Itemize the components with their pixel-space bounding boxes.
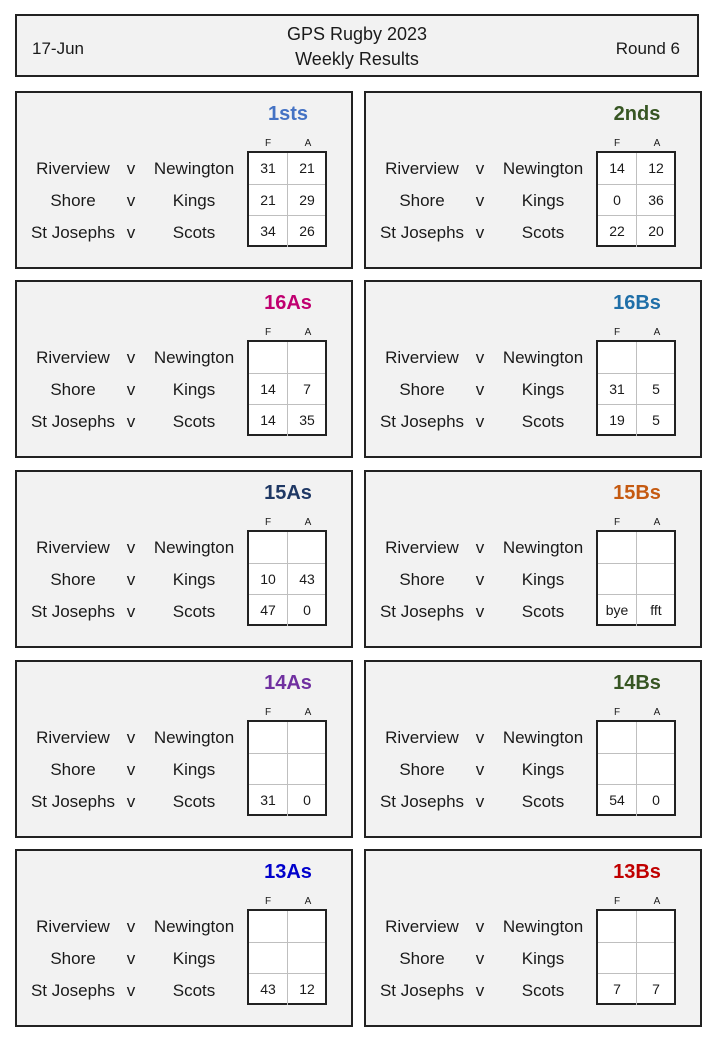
score-row bbox=[598, 594, 674, 626]
against-header: A bbox=[304, 327, 312, 338]
home-team: Shore bbox=[50, 191, 96, 210]
score-for bbox=[598, 342, 637, 373]
versus-label: v bbox=[126, 538, 136, 557]
match-row bbox=[366, 153, 596, 185]
home-team: Shore bbox=[399, 380, 445, 399]
versus-label: v bbox=[475, 380, 485, 399]
score-for bbox=[249, 342, 288, 373]
score-against: 43 bbox=[299, 571, 315, 587]
score-row bbox=[249, 532, 325, 564]
score-for: 54 bbox=[598, 785, 637, 816]
home-team: Riverview bbox=[385, 348, 459, 367]
away-team: Scots bbox=[172, 412, 216, 431]
for-header: F bbox=[264, 327, 272, 338]
home-team: Shore bbox=[50, 570, 96, 589]
match-row bbox=[366, 596, 596, 628]
score-against: 0 bbox=[303, 602, 311, 618]
versus-label: v bbox=[475, 917, 485, 936]
match-row bbox=[366, 185, 596, 217]
home-team: Riverview bbox=[36, 917, 110, 936]
away-team: Kings bbox=[172, 949, 216, 968]
away-team: Newington bbox=[153, 348, 235, 367]
score-for: 14 bbox=[249, 405, 288, 436]
against-header: A bbox=[304, 896, 312, 907]
away-team: Kings bbox=[172, 380, 216, 399]
versus-label: v bbox=[475, 191, 485, 210]
home-team: Shore bbox=[399, 191, 445, 210]
versus-label: v bbox=[126, 570, 136, 589]
score-for: 34 bbox=[249, 216, 288, 247]
home-team: St Josephs bbox=[379, 981, 465, 1000]
versus-label: v bbox=[475, 412, 485, 431]
score-against bbox=[288, 342, 326, 373]
match-row bbox=[366, 406, 596, 438]
score-for: 43 bbox=[249, 974, 288, 1005]
against-header: A bbox=[304, 517, 312, 528]
score-grid bbox=[247, 909, 327, 1005]
for-header: F bbox=[264, 707, 272, 718]
away-team: Kings bbox=[172, 570, 216, 589]
against-header: A bbox=[653, 138, 661, 149]
grade-card-15bs bbox=[364, 470, 702, 648]
score-row bbox=[249, 973, 325, 1005]
score-row bbox=[249, 911, 325, 943]
score-grid bbox=[247, 340, 327, 436]
score-row bbox=[249, 404, 325, 436]
grade-title: 15Bs bbox=[613, 482, 661, 504]
grade-title: 1sts bbox=[267, 103, 309, 125]
score-for: 31 bbox=[249, 785, 288, 816]
score-for bbox=[249, 532, 288, 563]
versus-label: v bbox=[126, 191, 136, 210]
grade-title: 15As bbox=[264, 482, 312, 504]
score-against bbox=[288, 911, 326, 942]
versus-label: v bbox=[475, 792, 485, 811]
versus-label: v bbox=[126, 949, 136, 968]
score-against: fft bbox=[650, 602, 662, 618]
score-against: 20 bbox=[648, 223, 664, 239]
score-row bbox=[598, 722, 674, 754]
match-row bbox=[366, 217, 596, 249]
versus-label: v bbox=[126, 760, 136, 779]
score-against: 0 bbox=[652, 792, 660, 808]
match-row bbox=[366, 786, 596, 818]
away-team: Kings bbox=[521, 191, 565, 210]
score-for: 21 bbox=[249, 185, 288, 216]
score-for bbox=[598, 722, 637, 753]
score-against bbox=[637, 722, 675, 753]
home-team: St Josephs bbox=[379, 602, 465, 621]
score-for bbox=[249, 911, 288, 942]
grade-title: 13As bbox=[264, 861, 312, 883]
home-team: St Josephs bbox=[30, 792, 116, 811]
score-row bbox=[598, 532, 674, 564]
header-title-block bbox=[17, 22, 697, 72]
match-row bbox=[17, 911, 247, 943]
score-for: 10 bbox=[249, 564, 288, 595]
home-team: St Josephs bbox=[30, 412, 116, 431]
score-row bbox=[249, 594, 325, 626]
score-row bbox=[249, 184, 325, 216]
home-team: Riverview bbox=[36, 728, 110, 747]
grade-title: 13Bs bbox=[613, 861, 661, 883]
score-for: 0 bbox=[598, 185, 637, 216]
away-team: Scots bbox=[521, 792, 565, 811]
score-row bbox=[598, 404, 674, 436]
for-header: F bbox=[264, 138, 272, 149]
page-subtitle: Weekly Results bbox=[295, 49, 419, 69]
versus-label: v bbox=[475, 728, 485, 747]
score-row bbox=[249, 153, 325, 185]
match-row bbox=[17, 406, 247, 438]
score-against bbox=[637, 532, 675, 563]
away-team: Newington bbox=[502, 348, 584, 367]
score-for bbox=[249, 722, 288, 753]
score-row bbox=[598, 911, 674, 943]
score-row bbox=[598, 563, 674, 595]
home-team: Riverview bbox=[36, 159, 110, 178]
score-for bbox=[598, 532, 637, 563]
results-header bbox=[15, 14, 699, 77]
versus-label: v bbox=[475, 570, 485, 589]
home-team: Riverview bbox=[385, 917, 459, 936]
score-row bbox=[249, 722, 325, 754]
home-team: Shore bbox=[50, 949, 96, 968]
match-row bbox=[366, 342, 596, 374]
grade-card-13as bbox=[15, 849, 353, 1027]
score-against: 0 bbox=[303, 792, 311, 808]
score-for bbox=[598, 911, 637, 942]
score-row bbox=[598, 373, 674, 405]
score-row bbox=[249, 342, 325, 374]
home-team: St Josephs bbox=[30, 981, 116, 1000]
home-team: Riverview bbox=[385, 728, 459, 747]
for-header: F bbox=[613, 896, 621, 907]
score-against bbox=[637, 943, 675, 974]
score-row bbox=[598, 753, 674, 785]
score-for: 22 bbox=[598, 216, 637, 247]
home-team: St Josephs bbox=[379, 223, 465, 242]
away-team: Newington bbox=[502, 728, 584, 747]
grade-title: 16Bs bbox=[613, 292, 661, 314]
versus-label: v bbox=[475, 159, 485, 178]
away-team: Newington bbox=[502, 159, 584, 178]
versus-label: v bbox=[126, 792, 136, 811]
grade-title: 16As bbox=[264, 292, 312, 314]
home-team: St Josephs bbox=[379, 792, 465, 811]
versus-label: v bbox=[475, 981, 485, 1000]
match-row bbox=[366, 975, 596, 1007]
away-team: Newington bbox=[502, 538, 584, 557]
score-for: 14 bbox=[249, 374, 288, 405]
score-for: 31 bbox=[249, 153, 288, 184]
away-team: Scots bbox=[521, 981, 565, 1000]
match-row bbox=[366, 532, 596, 564]
score-against bbox=[637, 754, 675, 785]
grade-title: 14Bs bbox=[613, 672, 661, 694]
away-team: Scots bbox=[521, 602, 565, 621]
match-row bbox=[17, 532, 247, 564]
match-row bbox=[17, 374, 247, 406]
away-team: Scots bbox=[172, 792, 216, 811]
match-row bbox=[366, 564, 596, 596]
score-row bbox=[249, 942, 325, 974]
score-against bbox=[288, 532, 326, 563]
versus-label: v bbox=[475, 538, 485, 557]
grade-card-15as bbox=[15, 470, 353, 648]
score-for bbox=[249, 943, 288, 974]
match-date: 17-Jun bbox=[32, 39, 84, 58]
versus-label: v bbox=[126, 981, 136, 1000]
score-for bbox=[598, 943, 637, 974]
home-team: Riverview bbox=[36, 538, 110, 557]
home-team: Riverview bbox=[36, 348, 110, 367]
match-row bbox=[17, 786, 247, 818]
score-against: 36 bbox=[648, 192, 664, 208]
score-against: 35 bbox=[299, 412, 315, 428]
score-for bbox=[598, 564, 637, 595]
versus-label: v bbox=[126, 223, 136, 242]
versus-label: v bbox=[475, 760, 485, 779]
grade-card-1sts bbox=[15, 91, 353, 269]
match-row bbox=[366, 911, 596, 943]
match-row bbox=[17, 975, 247, 1007]
for-header: F bbox=[264, 517, 272, 528]
score-against: 21 bbox=[299, 160, 315, 176]
grade-card-16as bbox=[15, 280, 353, 458]
score-for: 47 bbox=[249, 595, 288, 626]
score-against: 12 bbox=[648, 160, 664, 176]
score-row bbox=[249, 563, 325, 595]
for-header: F bbox=[613, 138, 621, 149]
grade-title: 2nds bbox=[613, 103, 661, 125]
versus-label: v bbox=[126, 380, 136, 399]
score-row bbox=[598, 215, 674, 247]
round-label: Round 6 bbox=[615, 39, 680, 58]
against-header: A bbox=[653, 896, 661, 907]
score-grid bbox=[596, 909, 676, 1005]
match-row bbox=[17, 722, 247, 754]
home-team: Riverview bbox=[385, 538, 459, 557]
score-for bbox=[249, 754, 288, 785]
score-grid bbox=[596, 340, 676, 436]
score-row bbox=[598, 342, 674, 374]
against-header: A bbox=[653, 517, 661, 528]
versus-label: v bbox=[475, 223, 485, 242]
home-team: Shore bbox=[50, 760, 96, 779]
for-header: F bbox=[264, 896, 272, 907]
score-row bbox=[598, 153, 674, 185]
score-grid bbox=[247, 720, 327, 816]
score-for: bye bbox=[598, 595, 637, 626]
versus-label: v bbox=[475, 602, 485, 621]
match-row bbox=[17, 342, 247, 374]
versus-label: v bbox=[475, 348, 485, 367]
score-grid bbox=[247, 151, 327, 247]
grade-card-2nds bbox=[364, 91, 702, 269]
score-row bbox=[249, 784, 325, 816]
away-team: Kings bbox=[172, 760, 216, 779]
score-for: 19 bbox=[598, 405, 637, 436]
grade-card-13bs bbox=[364, 849, 702, 1027]
match-row bbox=[366, 754, 596, 786]
away-team: Scots bbox=[172, 602, 216, 621]
for-header: F bbox=[613, 327, 621, 338]
score-against: 5 bbox=[652, 381, 660, 397]
against-header: A bbox=[304, 138, 312, 149]
match-row bbox=[366, 943, 596, 975]
away-team: Scots bbox=[521, 412, 565, 431]
score-against bbox=[637, 342, 675, 373]
home-team: St Josephs bbox=[30, 223, 116, 242]
grade-card-14bs bbox=[364, 660, 702, 838]
score-for: 14 bbox=[598, 153, 637, 184]
score-row bbox=[598, 784, 674, 816]
against-header: A bbox=[653, 327, 661, 338]
away-team: Kings bbox=[172, 191, 216, 210]
versus-label: v bbox=[126, 917, 136, 936]
score-against bbox=[637, 911, 675, 942]
away-team: Kings bbox=[521, 949, 565, 968]
match-row bbox=[17, 217, 247, 249]
against-header: A bbox=[304, 707, 312, 718]
away-team: Kings bbox=[521, 380, 565, 399]
home-team: Shore bbox=[399, 760, 445, 779]
home-team: St Josephs bbox=[30, 602, 116, 621]
score-against bbox=[288, 943, 326, 974]
for-header: F bbox=[613, 517, 621, 528]
score-against: 29 bbox=[299, 192, 315, 208]
score-grid bbox=[596, 530, 676, 626]
score-grid bbox=[596, 720, 676, 816]
for-header: F bbox=[613, 707, 621, 718]
score-for: 31 bbox=[598, 374, 637, 405]
versus-label: v bbox=[126, 602, 136, 621]
home-team: St Josephs bbox=[379, 412, 465, 431]
score-row bbox=[249, 753, 325, 785]
match-row bbox=[366, 374, 596, 406]
score-row bbox=[598, 942, 674, 974]
versus-label: v bbox=[475, 949, 485, 968]
match-row bbox=[17, 596, 247, 628]
score-row bbox=[598, 184, 674, 216]
page-title: GPS Rugby 2023 bbox=[286, 24, 428, 44]
versus-label: v bbox=[126, 159, 136, 178]
away-team: Newington bbox=[502, 917, 584, 936]
home-team: Riverview bbox=[385, 159, 459, 178]
away-team: Kings bbox=[521, 760, 565, 779]
versus-label: v bbox=[126, 412, 136, 431]
score-row bbox=[249, 215, 325, 247]
grade-card-16bs bbox=[364, 280, 702, 458]
match-row bbox=[17, 153, 247, 185]
score-against: 26 bbox=[299, 223, 315, 239]
score-grid bbox=[247, 530, 327, 626]
home-team: Shore bbox=[399, 570, 445, 589]
score-row bbox=[598, 973, 674, 1005]
away-team: Scots bbox=[172, 981, 216, 1000]
match-row bbox=[17, 754, 247, 786]
match-row bbox=[17, 943, 247, 975]
score-against: 5 bbox=[652, 412, 660, 428]
score-against: 7 bbox=[652, 981, 660, 997]
away-team: Scots bbox=[521, 223, 565, 242]
match-row bbox=[17, 185, 247, 217]
home-team: Shore bbox=[399, 949, 445, 968]
grade-card-14as bbox=[15, 660, 353, 838]
versus-label: v bbox=[126, 348, 136, 367]
score-against bbox=[288, 754, 326, 785]
score-row bbox=[249, 373, 325, 405]
grade-title: 14As bbox=[264, 672, 312, 694]
score-against: 12 bbox=[299, 981, 315, 997]
away-team: Newington bbox=[153, 917, 235, 936]
away-team: Newington bbox=[153, 159, 235, 178]
away-team: Newington bbox=[153, 538, 235, 557]
away-team: Scots bbox=[172, 223, 216, 242]
score-grid bbox=[596, 151, 676, 247]
match-row bbox=[366, 722, 596, 754]
score-against: 7 bbox=[303, 381, 311, 397]
match-row bbox=[17, 564, 247, 596]
away-team: Kings bbox=[521, 570, 565, 589]
score-against bbox=[637, 564, 675, 595]
versus-label: v bbox=[126, 728, 136, 747]
against-header: A bbox=[653, 707, 661, 718]
away-team: Newington bbox=[153, 728, 235, 747]
score-against bbox=[288, 722, 326, 753]
home-team: Shore bbox=[50, 380, 96, 399]
score-for: 7 bbox=[598, 974, 637, 1005]
score-for bbox=[598, 754, 637, 785]
